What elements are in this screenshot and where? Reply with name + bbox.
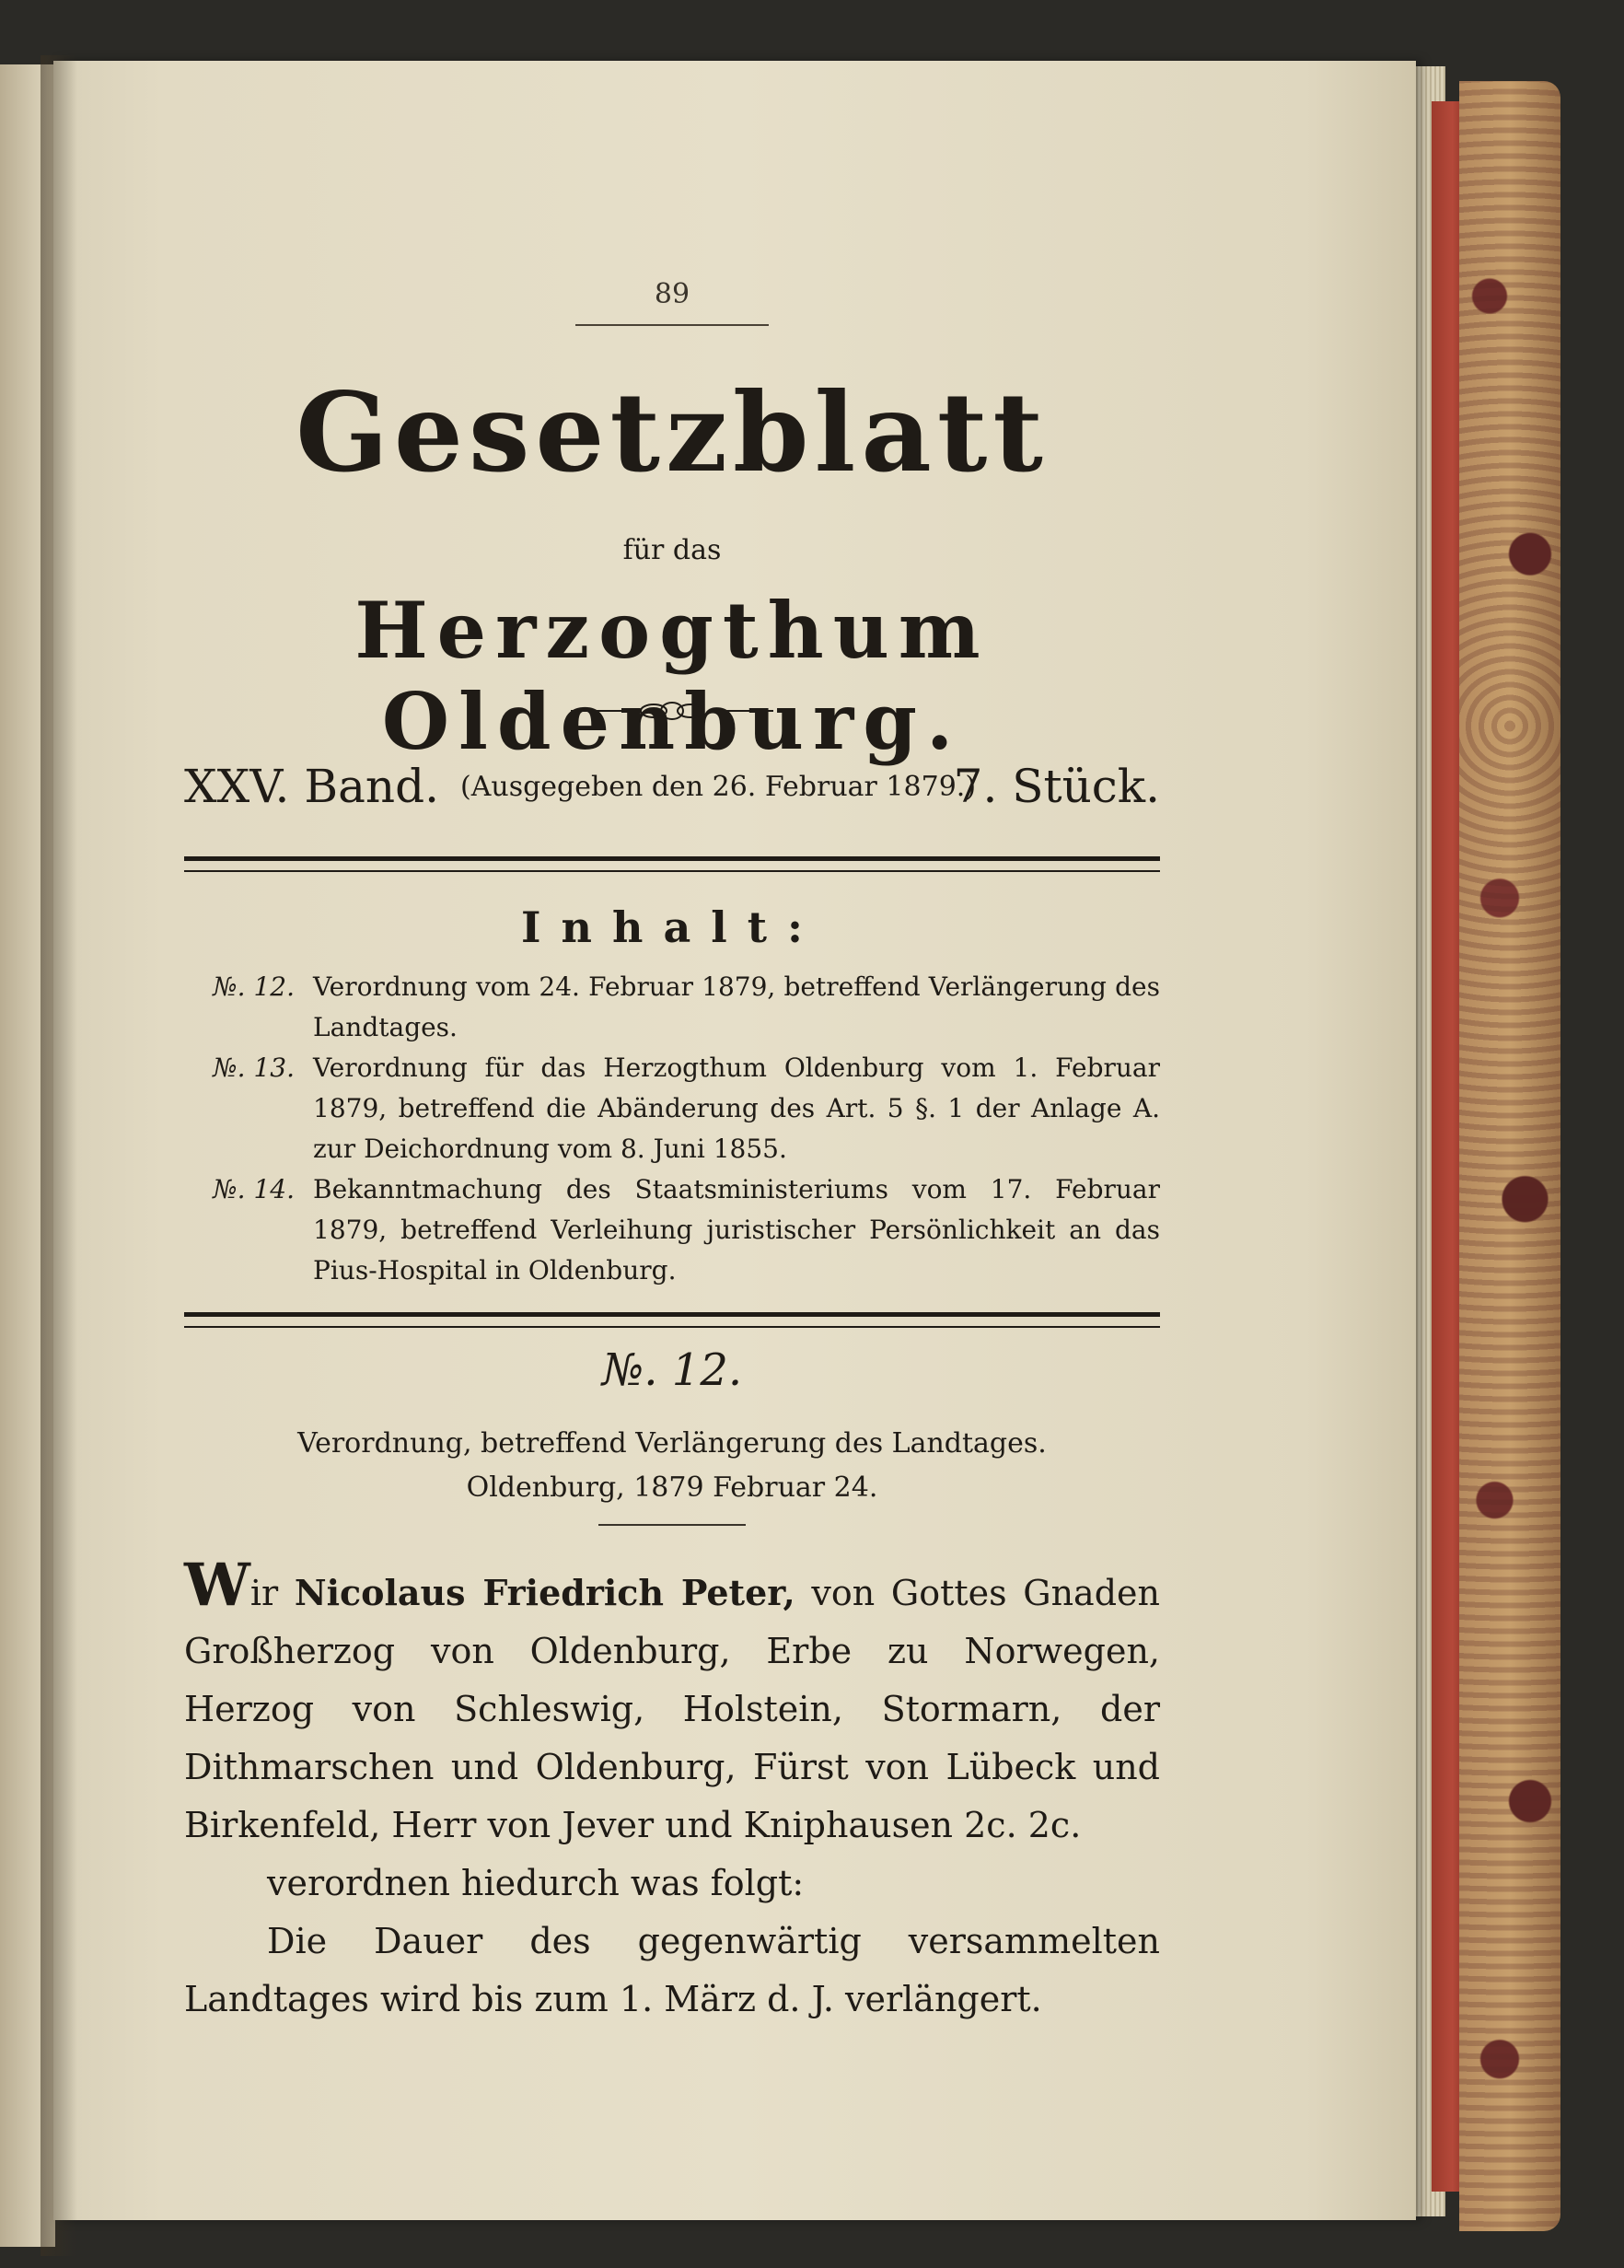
issue-date: (Ausgegeben den 26. Februar 1879.)	[460, 771, 977, 803]
toc-entry	[184, 1048, 1160, 1169]
toc-entry-number: №. 14.	[213, 1174, 295, 1204]
ornament-divider	[571, 700, 773, 722]
section-date: Oldenburg, 1879 Februar 24.	[466, 1471, 878, 1504]
toc-entry-text: Verordnung vom 24. Februar 1879, betreffend Verlängerung des Landtages.	[313, 971, 1160, 1042]
sovereign-titles: von Gottes Gnaden Großherzog von Oldenburg, Erbe zu Norwegen, Herzog von Schleswig, Holstein, Stormarn, der Dithmarschen und Oldenburg, Fürst von Lübeck und Birkenfeld, Herr von Jever und Kniphausen 2c. 2c.	[184, 1573, 1160, 1845]
page-number-rule	[575, 324, 769, 326]
lead-initial-rest: ir	[249, 1573, 279, 1613]
issue-line	[184, 760, 1160, 815]
page-title-territory: Herzogthum Oldenburg.	[354, 585, 990, 767]
toc-entry-text: Bekanntmachung des Staatsministeriums vom 17. Februar 1879, betreffend Verleihung juristischer Persönlichkeit an das Pius-Hospital in Oldenburg.	[313, 1174, 1160, 1285]
section-number: №. 12.	[601, 1344, 743, 1396]
double-rule-bottom	[184, 1312, 1160, 1328]
body-paragraph: Die Dauer des gegenwärtig versammelten Landtages wird bis zum 1. März d. J. verlängert.	[184, 1921, 1160, 2019]
body-paragraph	[184, 1551, 1160, 1855]
toc-entry-text: Verordnung für das Herzogthum Oldenburg vom 1. Februar 1879, betreffend die Abänderung des Art. 5 §. 1 der Anlage A. zur Deichordnung vom 8. Juni 1855.	[313, 1053, 1160, 1164]
toc-entry-number: №. 13.	[213, 1053, 295, 1083]
part-label: 7. Stück.	[953, 760, 1160, 813]
lead-initial: W	[184, 1551, 250, 1620]
toc-entry-number: №. 12.	[213, 971, 295, 1002]
toc-entry	[184, 967, 1160, 1048]
section-body	[184, 1551, 1160, 2029]
body-paragraph: verordnen hiedurch was folgt:	[267, 1863, 805, 1903]
sovereign-name: Nicolaus Friedrich Peter,	[294, 1572, 795, 1613]
volume-label: XXV. Band.	[184, 760, 440, 813]
toc-entry	[184, 1169, 1160, 1291]
toc-heading: Inhalt:	[521, 902, 823, 952]
section-title: Verordnung, betreffend Verlängerung des Landtages.	[297, 1427, 1047, 1460]
section-rule	[598, 1524, 746, 1526]
page-subtitle: für das	[622, 534, 722, 566]
page-number: 89	[654, 278, 690, 310]
marbled-cover	[1459, 81, 1560, 2231]
book-gutter-shadow	[41, 55, 77, 2256]
double-rule-top	[184, 856, 1160, 872]
table-of-contents	[184, 967, 1160, 1291]
page-title: Gesetzblatt	[296, 368, 1049, 496]
